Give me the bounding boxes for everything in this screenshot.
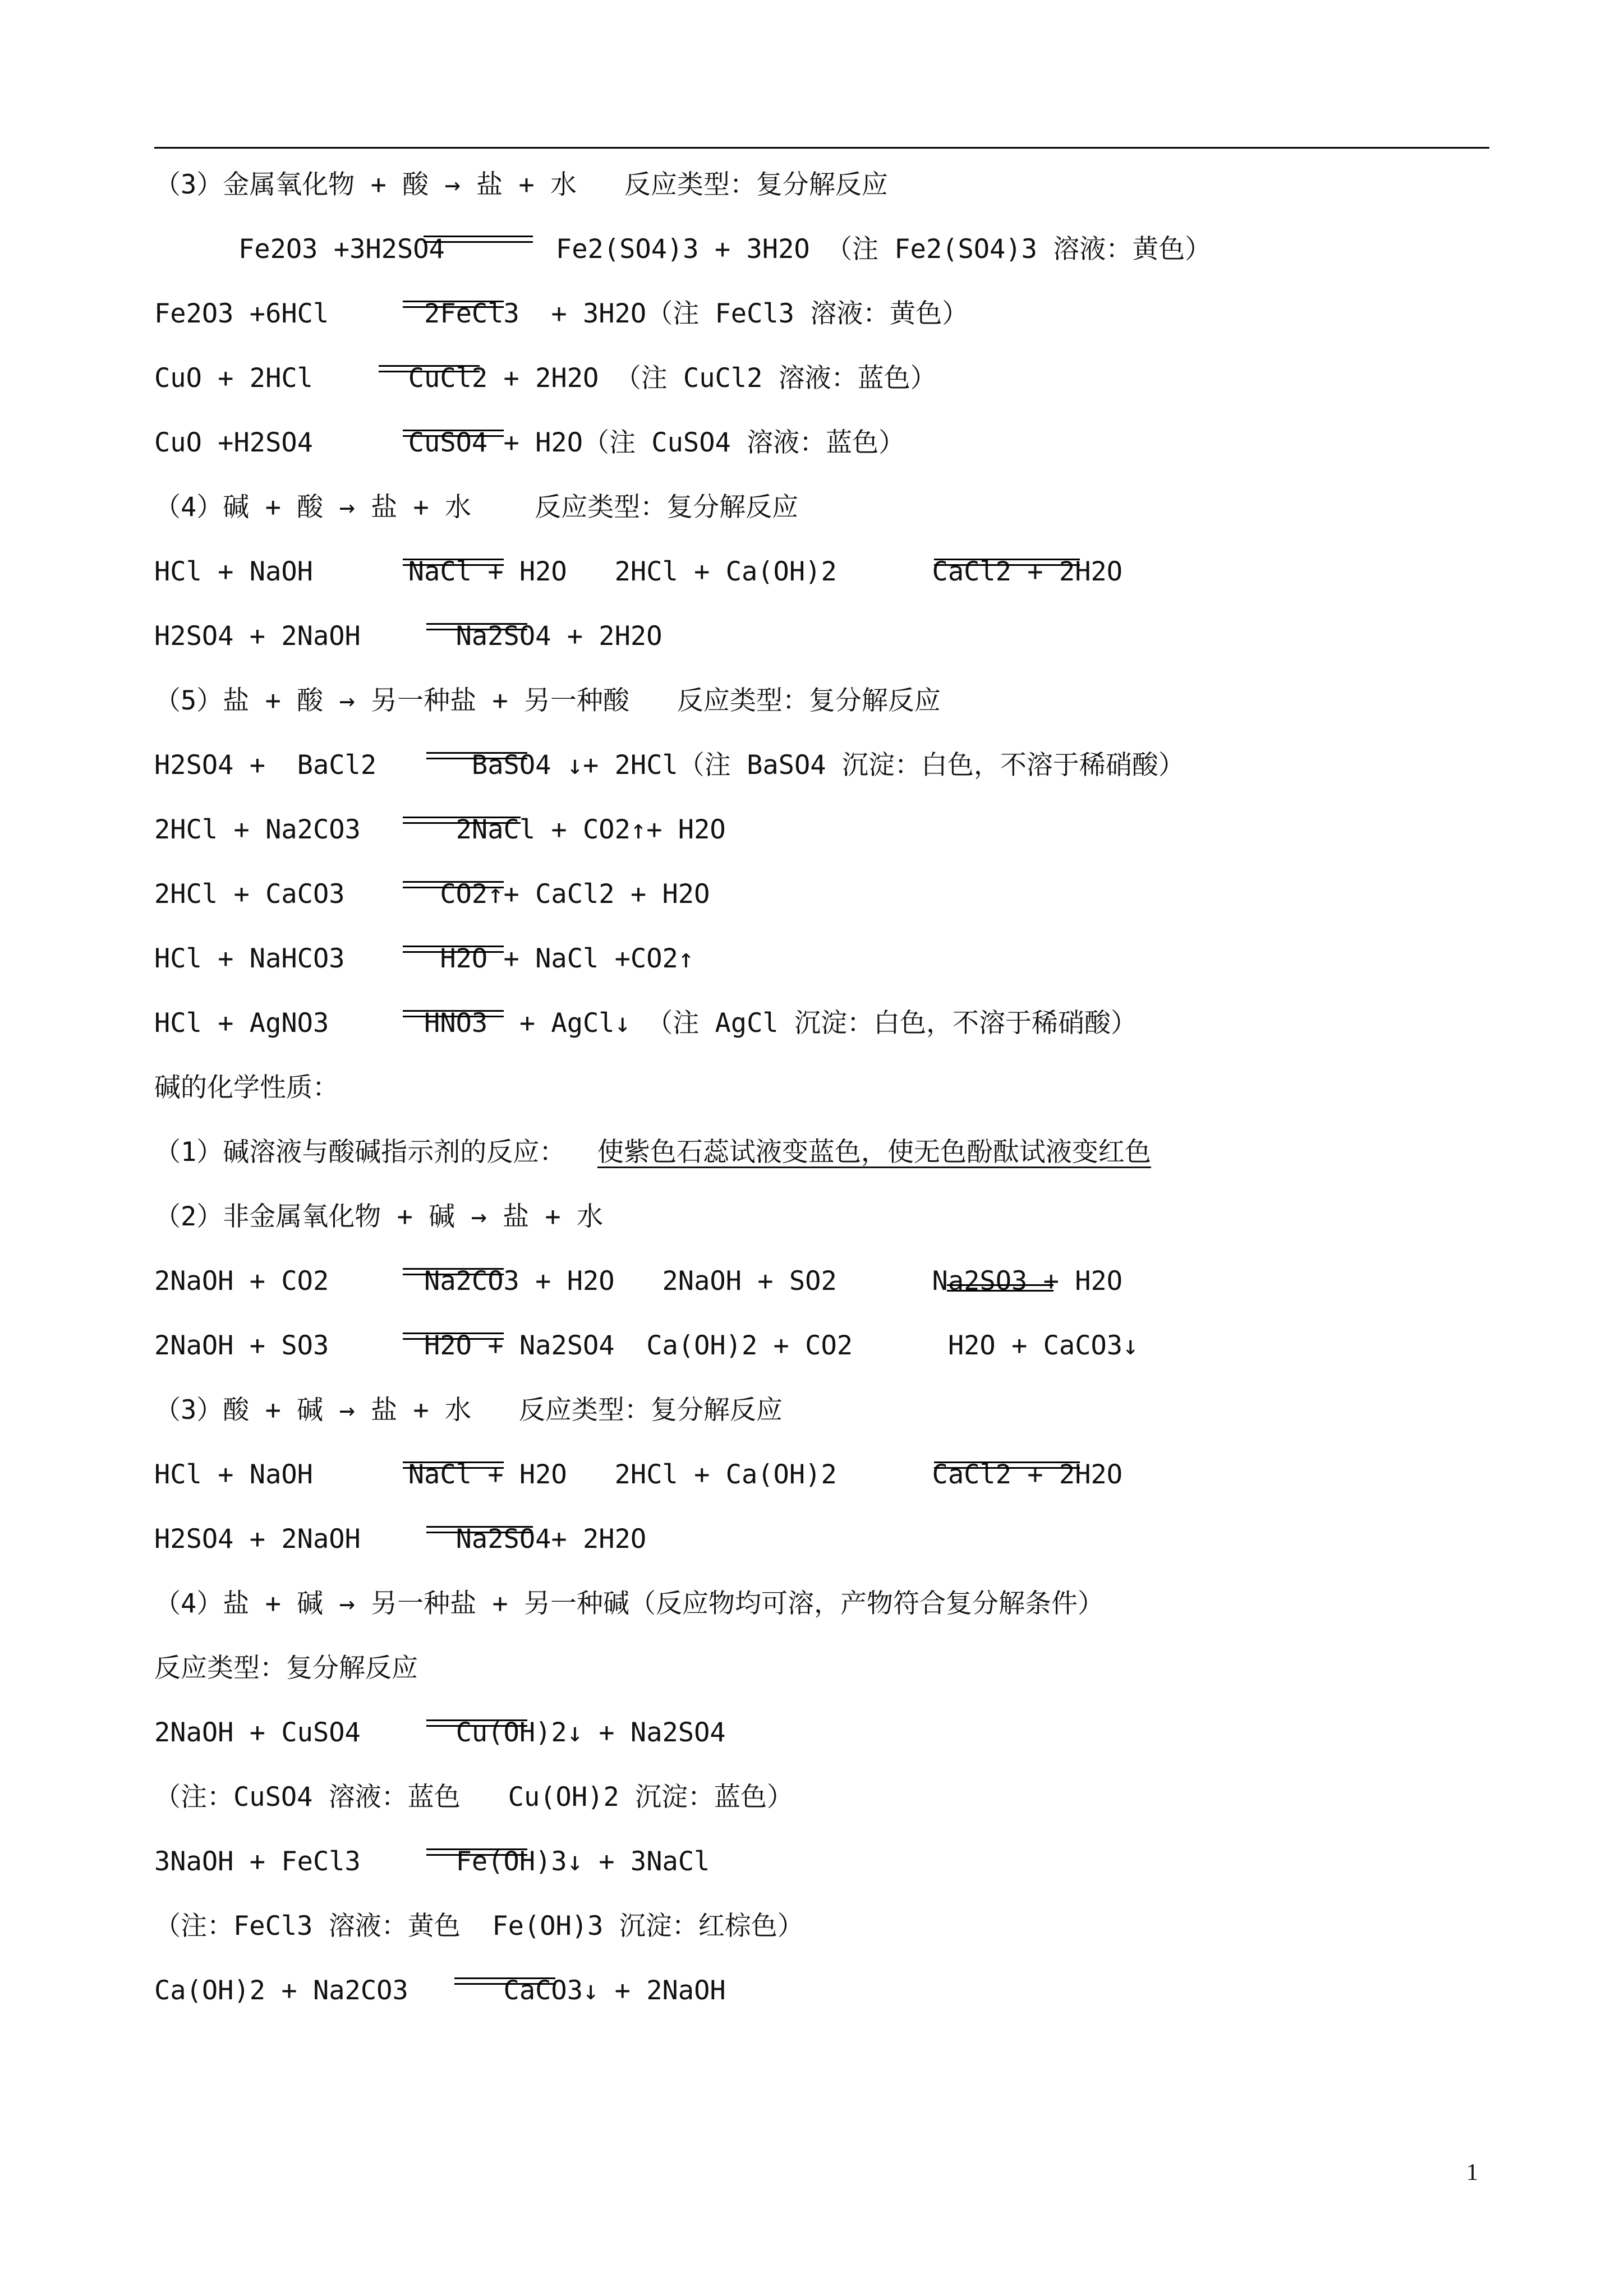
reaction-equals-sign [403,1010,504,1017]
equation-line: 2HCl + CaCO3 CO2↑+ CaCl2 + H2O [154,879,710,910]
reaction-equals-sign [403,817,521,824]
equation-line: H2SO4 + 2NaOH Na2SO4 + 2H2O [154,621,663,652]
reaction-equals-sign [403,881,504,888]
reaction-equals-sign [403,1268,504,1275]
equation-line: 3NaOH + FeCl3 Fe(OH)3↓ + 3NaCl [154,1846,710,1877]
equation-line: 2NaOH + CuSO4 Cu(OH)2↓ + Na2SO4 [154,1717,726,1748]
section-nonmetal-oxide-base: （2）非金属氧化物 + 碱 → 盐 + 水 [154,1201,603,1232]
section-base-acid: （4）碱 + 酸 → 盐 + 水 反应类型：复分解反应 [154,492,799,523]
page-number: 1 [1466,2160,1478,2186]
reaction-equals-sign [379,365,480,372]
note-line: （注：FeCl3 溶液：黄色 Fe(OH)3 沉淀：红棕色） [154,1911,804,1942]
indicator-result: 使紫色石蕊试液变蓝色，使无色酚酞试液变红色 [597,1137,1151,1168]
equation-line: HCl + NaOH NaCl + H2O 2HCl + Ca(OH)2 CaCl2 + 2H2O [154,556,1123,587]
indicator-label: （1）碱溶液与酸碱指示剂的反应： [154,1137,566,1168]
reaction-equals-sign [424,236,533,243]
reaction-equals-sign [426,1719,527,1727]
reaction-equals-sign [947,1284,1053,1292]
header-rule [154,147,1489,149]
section-salt-acid: （5）盐 + 酸 → 另一种盐 + 另一种酸 反应类型：复分解反应 [154,685,941,716]
equation-line: H2SO4 + BaCl2 BaSO4 ↓+ 2HCl（注 BaSO4 沉淀：白色，不溶于稀硝酸） [154,750,1185,781]
equation-line: HCl + NaHCO3 H2O + NaCl +CO2↑ [154,943,694,974]
reaction-equals-sign [403,946,504,953]
reaction-equals-sign [403,1461,504,1469]
reaction-equals-sign [403,430,504,437]
equation-line: 2NaOH + SO3 H2O + Na2SO4 Ca(OH)2 + CO2 H2O + CaCO3↓ [154,1330,1139,1361]
section-salt-base: （4）盐 + 碱 → 另一种盐 + 另一种碱（反应物均可溶，产物符合复分解条件） [154,1588,1104,1619]
equation-line: H2SO4 + 2NaOH Na2SO4+ 2H2O [154,1524,647,1555]
reaction-type-line: 反应类型：复分解反应 [154,1653,418,1684]
equation-line: Fe2O3 +3H2SO4 Fe2(SO4)3 + 3H2O （注 Fe2(SO4)3 溶液：黄色） [238,234,1212,265]
reaction-equals-sign [403,559,504,566]
reaction-equals-sign [934,559,1080,566]
reaction-equals-sign [426,752,527,759]
reaction-equals-sign [426,1526,533,1533]
section-heading-base-properties: 碱的化学性质： [154,1072,339,1103]
reaction-equals-sign [454,1977,555,1985]
note-line: （注：CuSO4 溶液：蓝色 Cu(OH)2 沉淀：蓝色） [154,1782,794,1813]
reaction-equals-sign [426,1848,527,1856]
equation-line: HCl + AgNO3 HNO3 + AgCl↓ （注 AgCl 沉淀：白色，不溶于稀硝酸） [154,1008,1137,1039]
equation-line: CuO +H2SO4 CuSO4 + H2O（注 CuSO4 溶液：蓝色） [154,427,905,458]
equation-line: CuO + 2HCl CuCl2 + 2H2O （注 CuCl2 溶液：蓝色） [154,363,937,394]
equation-line: Ca(OH)2 + Na2CO3 CaCO3↓ + 2NaOH [154,1975,726,2006]
equation-line: HCl + NaOH NaCl + H2O 2HCl + Ca(OH)2 CaCl2 + 2H2O [154,1459,1123,1490]
reaction-equals-sign [934,1461,1080,1469]
equation-line: 2HCl + Na2CO3 2NaCl + CO2↑+ H2O [154,814,726,845]
equation-line: 2NaOH + CO2 Na2CO3 + H2O 2NaOH + SO2 Na2SO3 + H2O [154,1266,1123,1297]
reaction-equals-sign [403,1333,504,1340]
equation-line: Fe2O3 +6HCl 2FeCl3 + 3H2O（注 FeCl3 溶液：黄色） [154,298,969,329]
section-acid-base: （3）酸 + 碱 → 盐 + 水 反应类型：复分解反应 [154,1395,783,1426]
section-metal-oxide-acid: （3）金属氧化物 + 酸 → 盐 + 水 反应类型：复分解反应 [154,169,888,200]
reaction-equals-sign [403,301,504,308]
indicator-line [154,1136,1151,1169]
reaction-equals-sign [426,623,527,630]
